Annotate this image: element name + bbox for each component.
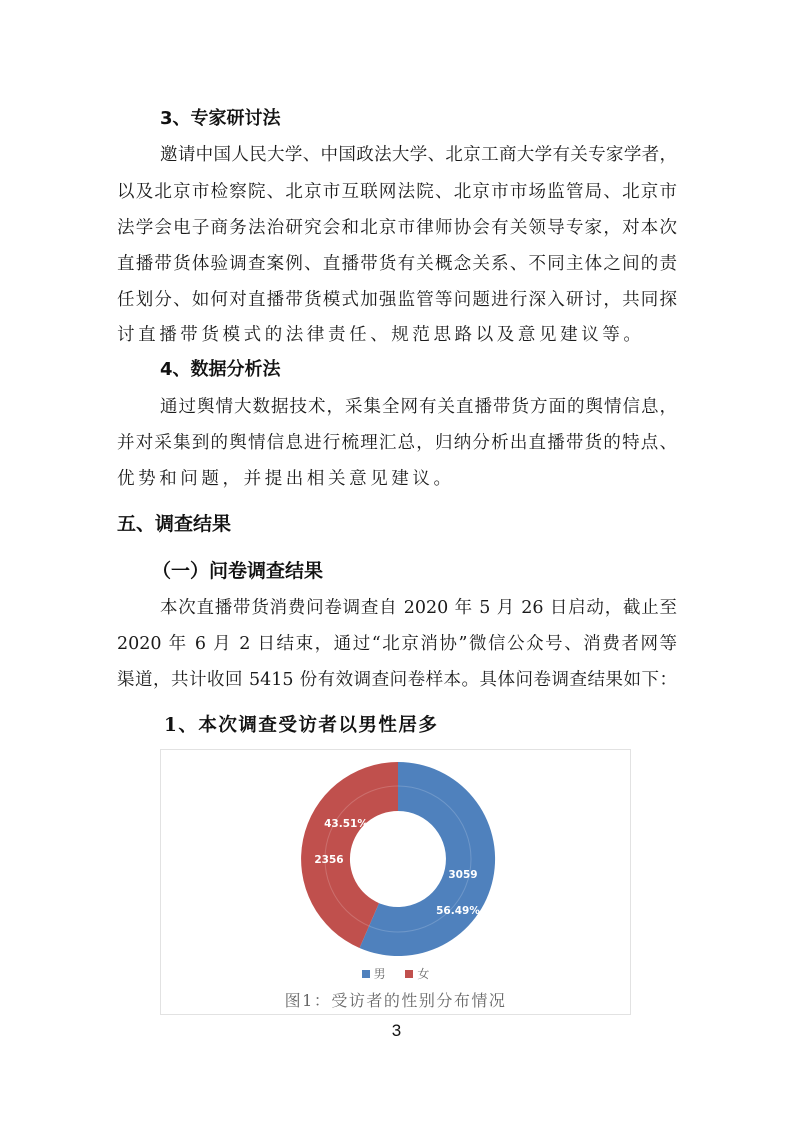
label-male-value: 3059 [448, 869, 478, 881]
paragraph-line: 通过舆情大数据技术，采集全网有关直播带货方面的舆情信息， [160, 397, 677, 417]
legend-swatch-male-icon [362, 970, 370, 978]
legend-item-male [362, 965, 386, 982]
chapter-heading-results: 五、调查结果 [117, 513, 232, 535]
paragraph-line: 以及北京市检察院、北京市互联网法院、北京市市场监管局、北京市 [117, 182, 677, 202]
paragraph-line: 优势和问题，并提出相关意见建议。 [117, 469, 455, 489]
legend-item-female [405, 965, 429, 982]
paragraph-line: 并对采集到的舆情信息进行梳理汇总，归纳分析出直播带货的特点、 [117, 433, 677, 453]
figure-heading: 1、本次调查受访者以男性居多 [164, 715, 439, 736]
legend-swatch-female-icon [405, 970, 413, 978]
label-female-pct: 43.51% [324, 818, 368, 830]
figure-caption: 图1：受访者的性别分布情况 [284, 991, 507, 1010]
paragraph-line: 2020 年 6 月 2 日结束，通过“北京消协”微信公众号、消费者网等 [117, 634, 677, 654]
legend-label-male: 男 [373, 967, 386, 981]
legend-label-female: 女 [417, 967, 430, 981]
paragraph-line: 直播带货体验调查案例、直播带货有关概念关系、不同主体之间的责 [117, 254, 677, 274]
paragraph-line: 本次直播带货消费问卷调查自 2020 年 5 月 26 日启动，截止至 [160, 598, 677, 618]
gender-donut-chart [160, 749, 631, 1015]
paragraph-line: 讨直播带货模式的法律责任、规范思路以及意见建议等。 [117, 325, 645, 345]
section-heading-data-analysis: 4、数据分析法 [160, 359, 281, 380]
paragraph-line: 渠道，共计收回 5415 份有效调查问卷样本。具体问卷调查结果如下： [117, 670, 677, 690]
paragraph-line: 法学会电子商务法治研究会和北京市律师协会有关领导专家，对本次 [117, 218, 677, 238]
chart-legend [161, 965, 630, 982]
label-male-pct: 56.49% [436, 905, 480, 917]
paragraph-line: 任划分、如何对直播带货模式加强监管等问题进行深入研讨，共同探 [117, 290, 677, 310]
paragraph-line: 邀请中国人民大学、中国政法大学、北京工商大学有关专家学者， [160, 145, 677, 165]
subsection-heading-questionnaire: （一）问卷调查结果 [152, 560, 324, 582]
section-heading-expert-method: 3、专家研讨法 [160, 108, 281, 129]
label-female-value: 2356 [314, 854, 344, 866]
page-number: 3 [391, 1021, 402, 1040]
